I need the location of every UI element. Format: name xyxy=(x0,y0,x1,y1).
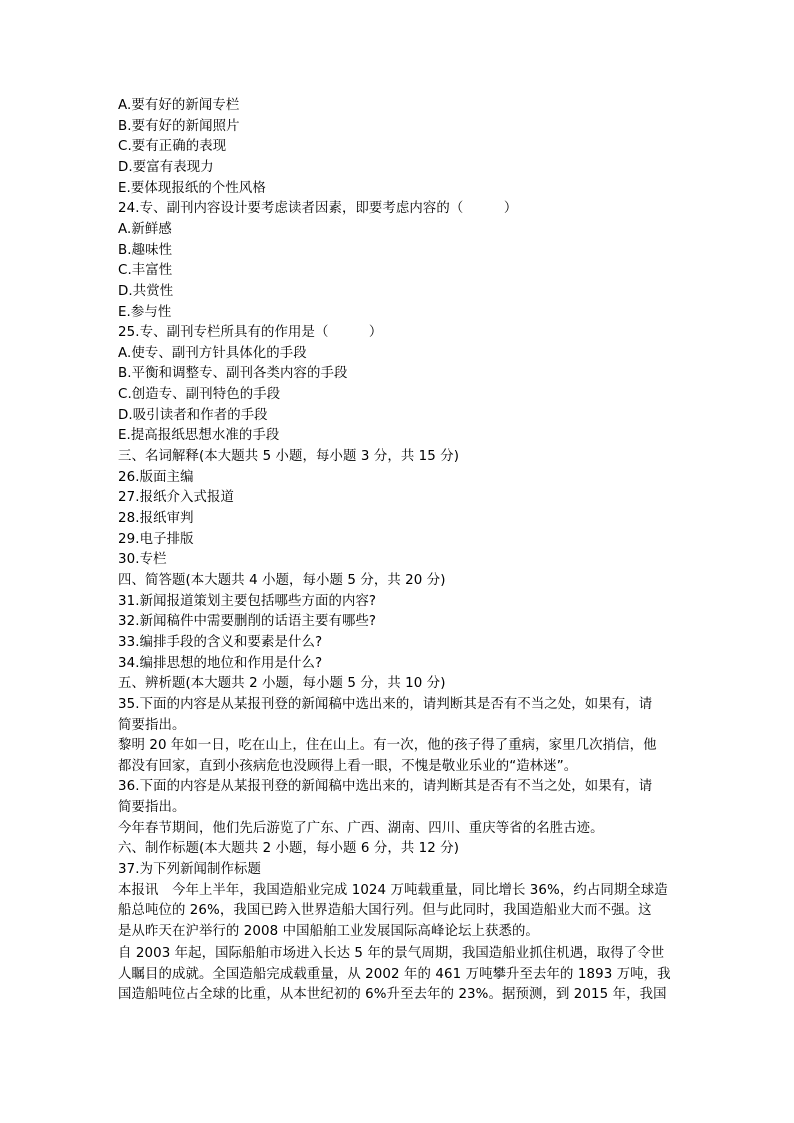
text-line: 国造船吨位占全球的比重，从本世纪初的 6%升至去年的 23%。据预测，到 2015 年，我国 xyxy=(118,987,667,1003)
text-line: 四、简答题(本大题共 4 小题，每小题 5 分，共 20 分) xyxy=(118,573,446,588)
text-line: 37.为下列新闻制作标题 xyxy=(118,862,262,877)
text-line: B.要有好的新闻照片 xyxy=(118,118,240,134)
text-line: 27.报纸介入式报道 xyxy=(118,490,235,506)
text-line: 简要指出。 xyxy=(118,717,186,733)
text-line: 今年春节期间，他们先后游览了广东、广西、湖南、四川、重庆等省的名胜古迹。 xyxy=(118,820,604,836)
text-line: E.提高报纸思想水准的手段 xyxy=(118,428,280,444)
text-line: C.创造专、副刊特色的手段 xyxy=(118,387,281,403)
text-line: C.要有正确的表现 xyxy=(118,139,227,155)
text-line: 32.新闻稿件中需要删削的话语主要有哪些? xyxy=(118,614,377,630)
text-line: D.吸引读者和作者的手段 xyxy=(118,407,268,423)
text-line: 自 2003 年起，国际船舶市场进入长达 5 年的景气周期，我国造船业抓住机遇，取得了令世 xyxy=(118,946,665,962)
text-line: 简要指出。 xyxy=(118,800,186,816)
text-line: 31.新闻报道策划主要包括哪些方面的内容? xyxy=(118,593,377,609)
text-line: 24.专、副刊内容设计要考虑读者因素，即要考虑内容的（ ） xyxy=(118,201,518,217)
text-line: A.要有好的新闻专栏 xyxy=(118,98,240,113)
text-line: 35.下面的内容是从某报刊登的新闻稿中选出来的，请判断其是否有不当之处，如果有，请 xyxy=(118,696,653,712)
text-line: 是从昨天在沪举行的 2008 中国船舶工业发展国际高峰论坛上获悉的。 xyxy=(118,924,539,939)
text-line: 人瞩目的成就。全国造船完成载重量，从 2002 年的 461 万吨攀升至去年的 1893 万吨，我 xyxy=(118,966,671,982)
text-line: 28.报纸审判 xyxy=(118,511,194,526)
text-line: A.使专、副刊方针具体化的手段 xyxy=(118,345,307,361)
text-line: 29.电子排版 xyxy=(118,531,194,547)
text-line: 36.下面的内容是从某报刊登的新闻稿中选出来的，请判断其是否有不当之处，如果有，请 xyxy=(118,779,653,795)
text-line: 33.编排手段的含义和要素是什么? xyxy=(118,634,323,650)
text-line: B.趣味性 xyxy=(118,242,173,258)
text-line: 船总吨位的 26%，我国已跨入世界造船大国行列。但与此同时，我国造船业大而不强。这 xyxy=(118,903,652,919)
text-line: 本报讯 今年上半年，我国造船业完成 1024 万吨载重量，同比增长 36%，约占同期全球造 xyxy=(118,882,668,898)
text-line: 三、名词解释(本大题共 5 小题，每小题 3 分，共 15 分) xyxy=(118,449,460,464)
text-line: E.要体现报纸的个性风格 xyxy=(118,180,266,196)
text-line: 30.专栏 xyxy=(118,552,167,568)
text-line: C.丰富性 xyxy=(118,263,173,279)
text-line: 26.版面主编 xyxy=(118,469,194,485)
text-line: 34.编排思想的地位和作用是什么? xyxy=(118,655,323,671)
text-line: 黎明 20 年如一日，吃在山上，住在山上。有一次，他的孩子得了重病，家里几次捎信，他 xyxy=(118,738,657,754)
text-line: D.要富有表现力 xyxy=(118,159,214,175)
text-line: A.新鲜感 xyxy=(118,221,172,237)
text-line: B.平衡和调整专、副刊各类内容的手段 xyxy=(118,366,348,382)
text-line: D.共赏性 xyxy=(118,283,174,299)
text-line: E.参与性 xyxy=(118,304,172,320)
text-line: 25.专、副刊专栏所具有的作用是（ ） xyxy=(118,325,383,341)
text-line: 五、辨析题(本大题共 2 小题，每小题 5 分，共 10 分) xyxy=(118,676,446,692)
text-line: 六、制作标题(本大题共 2 小题，每小题 6 分，共 12 分) xyxy=(118,841,460,857)
text-line: 都没有回家，直到小孩病危也没顾得上看一眼，不愧是敬业乐业的“造林迷”。 xyxy=(118,758,578,774)
